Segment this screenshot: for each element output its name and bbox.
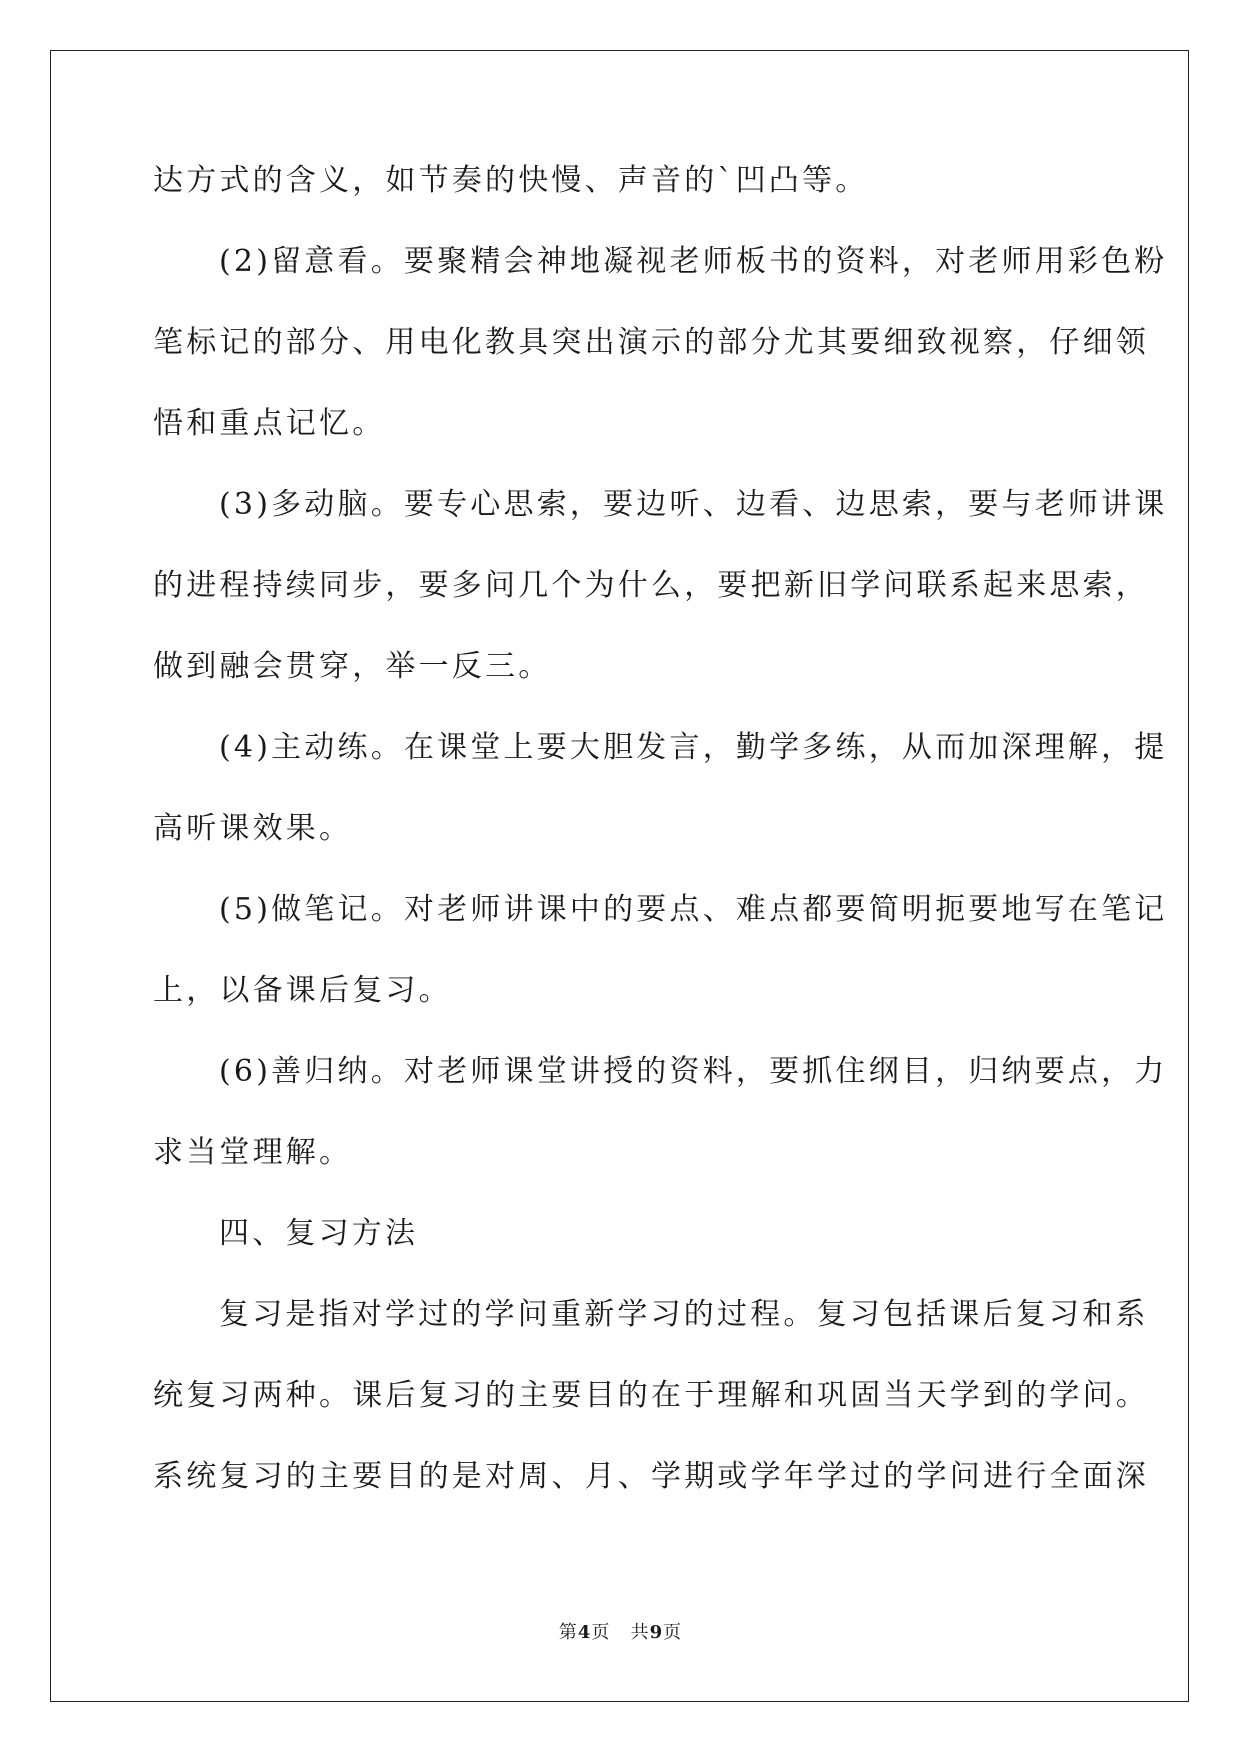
text-line: (6)善归纳。对老师课堂讲授的资料，要抓住纲目，归纳要点，力 — [219, 1054, 1168, 1089]
text-line: 系统复习的主要目的是对周、月、学期或学年学过的学问进行全面深 — [153, 1459, 1149, 1494]
footer-total-prefix: 共 — [630, 1622, 650, 1643]
text-line: 笔标记的部分、用电化教具突出演示的部分尤其要细致视察，仔细领 — [153, 325, 1149, 360]
text-line: 求当堂理解。 — [153, 1135, 353, 1170]
paragraph — [153, 487, 1168, 730]
text-line: 复习是指对学过的学问重新学习的过程。复习包括课后复习和系 — [219, 1297, 1149, 1332]
text-line: 的进程持续同步，要多问几个为什么，要把新旧学问联系起来思索， — [153, 568, 1149, 603]
paragraph — [153, 163, 1089, 244]
section-heading — [153, 1216, 1089, 1297]
paragraph — [153, 1054, 1168, 1216]
paragraph — [153, 730, 1168, 892]
page-number: 4 — [577, 1622, 592, 1643]
footer-total-suffix: 页 — [663, 1622, 683, 1643]
text-line: (2)留意看。要聚精会神地凝视老师板书的资料，对老师用彩色粉 — [219, 244, 1168, 279]
text-line: 上，以备课后复习。 — [153, 973, 452, 1008]
paragraph — [153, 244, 1168, 487]
text-line: 四、复习方法 — [219, 1216, 419, 1251]
text-line: (4)主动练。在课堂上要大胆发言，勤学多练，从而加深理解，提 — [219, 730, 1168, 765]
text-line: 做到融会贯穿，举一反三。 — [153, 649, 552, 684]
text-line: (3)多动脑。要专心思索，要边听、边看、边思索，要与老师讲课 — [219, 487, 1168, 522]
total-pages: 9 — [649, 1622, 664, 1643]
text-line: (5)做笔记。对老师讲课中的要点、难点都要简明扼要地写在笔记 — [219, 892, 1168, 927]
footer-prefix: 第 — [558, 1622, 578, 1643]
text-line: 达方式的含义，如节奏的快慢、声音的`凹凸等。 — [153, 163, 869, 198]
text-line: 悟和重点记忆。 — [153, 406, 386, 441]
footer-page-suffix: 页 — [591, 1622, 611, 1643]
text-line: 统复习两种。课后复习的主要目的在于理解和巩固当天学到的学问。 — [153, 1378, 1149, 1413]
page-footer — [0, 1618, 1241, 1644]
text-line: 高听课效果。 — [153, 811, 353, 846]
paragraph — [153, 892, 1168, 1054]
document-body — [153, 163, 1168, 1540]
paragraph — [153, 1297, 1149, 1540]
